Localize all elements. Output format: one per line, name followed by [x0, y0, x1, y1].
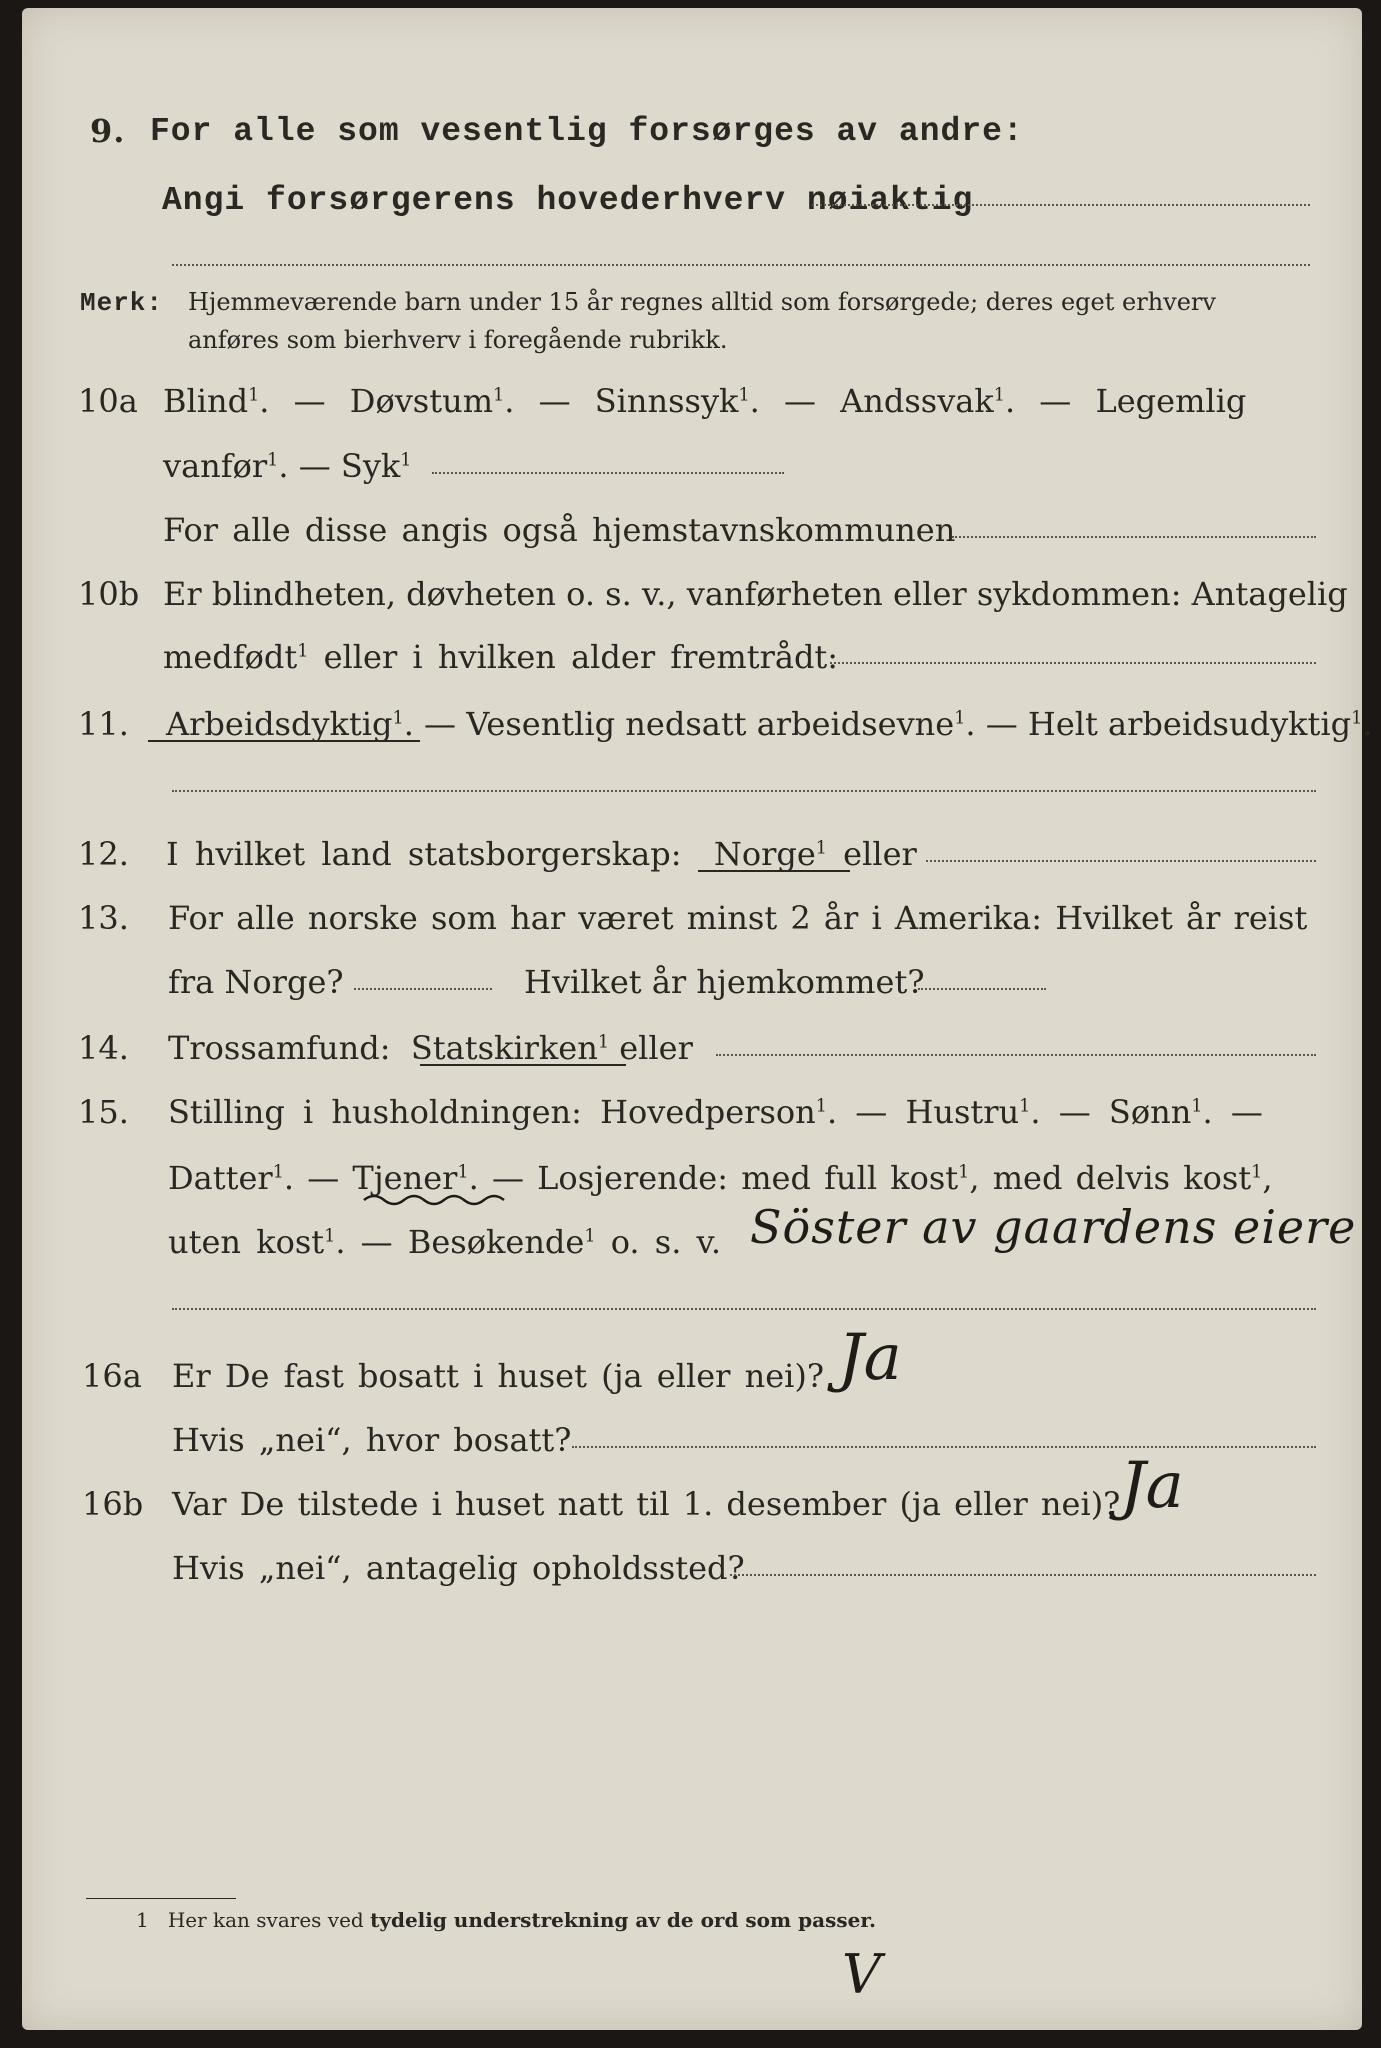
q11-underline-mark — [148, 740, 420, 742]
q11-answer-line[interactable] — [172, 790, 1316, 792]
q16a-number: 16a — [82, 1357, 142, 1395]
merk-label: Merk: — [80, 288, 164, 318]
q14-statskirken: Statskirken — [410, 1029, 598, 1067]
q10a-home-municipality-line[interactable] — [952, 536, 1316, 538]
q9-answer-line-2[interactable] — [172, 264, 1310, 266]
census-form-page — [22, 8, 1373, 2030]
q12-underline-mark — [698, 870, 850, 872]
q13-number: 13. — [78, 899, 129, 937]
q10a-answer-line[interactable] — [432, 472, 784, 474]
q13-line2a: fra Norge? — [168, 963, 344, 1001]
q15-tjener: Tjener — [352, 1159, 458, 1197]
q15-answer-line[interactable] — [172, 1308, 1316, 1310]
q9-line1: For alle som vesentlig forsørges av andre: — [150, 113, 1024, 150]
q16b-answer-line[interactable] — [730, 1574, 1316, 1576]
footnote-rule — [86, 1898, 236, 1899]
q10a-line1: Blind$^1$. — Døvstum$^1$. — Sinnssyk$^1$. — Andssvak$^1$. — Legemlig — [163, 382, 1247, 420]
merk-line1: Hjemmeværende barn under 15 år regnes alltid som forsørgede; deres eget erhverv — [188, 288, 1216, 316]
q15-line2: Datter$^1$. — Tjener$^1$. — Losjerende: med full kost$^1$, med delvis kost$^1$, — [168, 1159, 1273, 1197]
q14-line: Trossamfund: Statskirken$^1$ eller — [168, 1029, 693, 1067]
q9-number: 9. — [90, 112, 126, 150]
q10b-answer-line[interactable] — [830, 662, 1316, 664]
q9-answer-line[interactable] — [812, 204, 1310, 206]
footnote: 1 Her kan svares ved tydelig understrekning av de ord som passer. — [136, 1908, 876, 1932]
q11-line: Arbeidsdyktig$^1$. — Vesentlig nedsatt arbeidsevne$^1$. — Helt arbeidsudyktig$^1$. — [166, 705, 1373, 743]
q14-underline-mark — [420, 1064, 626, 1066]
q10a-line3: For alle disse angis også hjemstavnskommunen — [163, 511, 956, 549]
q13-line2b: Hvilket år hjemkommet? — [524, 963, 925, 1001]
q13-year-left-line[interactable] — [354, 988, 492, 990]
q13-year-returned-line[interactable] — [918, 988, 1046, 990]
q11-number: 11. — [78, 705, 129, 743]
q10b-line1: Er blindheten, døvheten o. s. v., vanførheten eller sykdommen: Antagelig — [163, 575, 1348, 613]
q15-line3: uten kost$^1$. — Besøkende$^1$ o. s. v. — [168, 1223, 721, 1261]
q16b-handwritten-answer: Ja — [1120, 1449, 1184, 1523]
q10a-line2: vanfør$^1$. — Syk$^1$ — [163, 447, 412, 485]
q11-arbeidsdyktig: Arbeidsdyktig — [166, 705, 393, 743]
q16a-answer-line[interactable] — [572, 1446, 1316, 1448]
q16a-handwritten-answer: Ja — [838, 1321, 902, 1395]
q10b-line2: medfødt$^1$ eller i hvilken alder fremtrådt: — [163, 638, 839, 676]
q15-tjener-wavy-underline — [362, 1192, 512, 1208]
q14-answer-line[interactable] — [716, 1054, 1316, 1056]
q16b-line2: Hvis „nei“, antagelig opholdssted? — [172, 1549, 745, 1587]
q16a-line2: Hvis „nei“, hvor bosatt? — [172, 1421, 572, 1459]
q12-answer-line[interactable] — [926, 860, 1316, 862]
q16a-line1: Er De fast bosatt i huset (ja eller nei)? — [172, 1357, 825, 1395]
q14-number: 14. — [78, 1029, 129, 1067]
merk-line2: anføres som bierhverv i foregående rubrikk. — [188, 326, 728, 354]
q10a-number: 10a — [78, 382, 138, 420]
q16b-line1: Var De tilstede i huset natt til 1. desember (ja eller nei)? — [172, 1485, 1121, 1523]
q10b-number: 10b — [78, 575, 140, 613]
q9-line2: Angi forsørgerens hovederhverv nøiaktig — [162, 182, 974, 219]
q15-line1: Stilling i husholdningen: Hovedperson$^1$. — Hustru$^1$. — Sønn$^1$. — — [168, 1093, 1263, 1131]
q12-number: 12. — [78, 835, 129, 873]
q12-line: I hvilket land statsborgerskap: Norge$^1$ eller — [166, 835, 917, 873]
q15-handwritten-answer: Söster av gaardens eiere — [750, 1200, 1357, 1254]
q12-norge: Norge — [713, 835, 816, 873]
handwritten-checkmark: V — [842, 1943, 881, 2006]
q16b-number: 16b — [82, 1485, 144, 1523]
q15-number: 15. — [78, 1093, 129, 1131]
q13-line1: For alle norske som har været minst 2 år i Amerika: Hvilket år reist — [168, 899, 1308, 937]
